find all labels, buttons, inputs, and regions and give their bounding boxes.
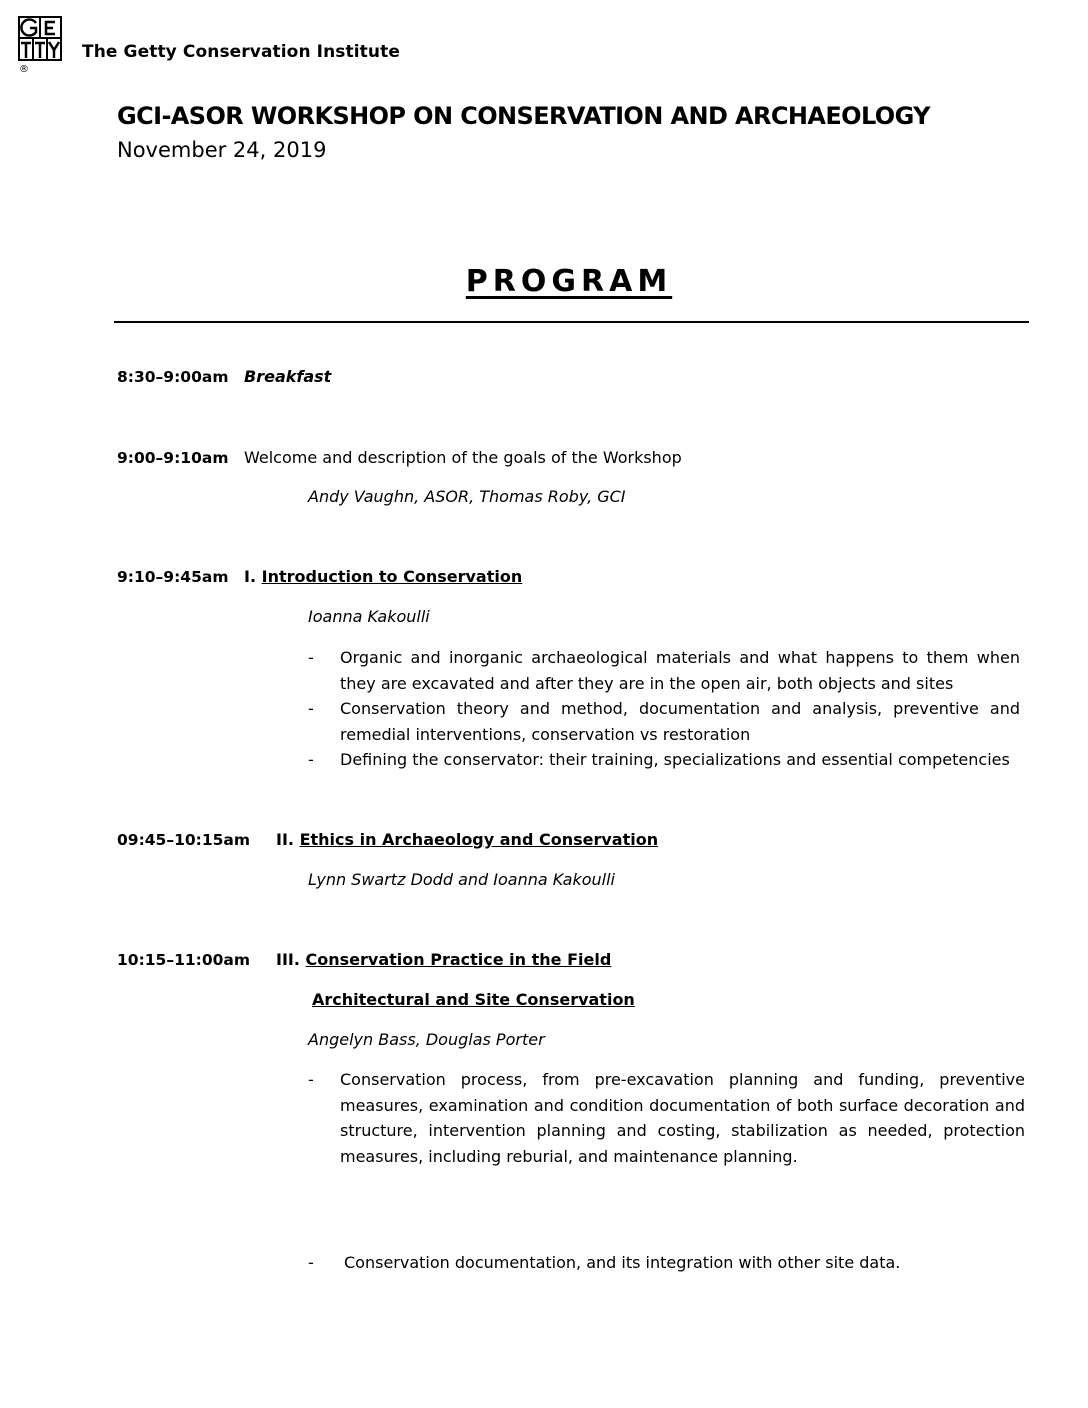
list-item bbox=[308, 645, 1020, 696]
list-item bbox=[308, 1067, 1025, 1169]
session-time: 9:00–9:10am bbox=[117, 449, 229, 467]
session-title: Welcome and description of the goals of the Workshop bbox=[244, 448, 682, 467]
session-speakers: Andy Vaughn, ASOR, Thomas Roby, GCI bbox=[308, 487, 626, 506]
heading-rule bbox=[114, 321, 1029, 323]
list-item bbox=[308, 747, 1020, 773]
session-numeral: I. bbox=[244, 567, 257, 586]
bullet-text: Organic and inorganic archaeological materials and what happens to them when they are excavated and after they are in the open air, both objects and sites bbox=[340, 648, 1020, 693]
getty-logo bbox=[18, 16, 64, 74]
session-title: Ethics in Archaeology and Conservation bbox=[299, 830, 659, 849]
bullet-text: Defining the conservator: their training, specializations and essential competencies bbox=[340, 750, 1010, 769]
bullet-dash: - bbox=[308, 648, 314, 667]
session-speakers: Ioanna Kakoulli bbox=[308, 607, 430, 626]
session-heading bbox=[244, 567, 522, 586]
registered-mark: ® bbox=[19, 64, 29, 74]
bullet-text: Conservation documentation, and its integration with other site data. bbox=[344, 1253, 901, 1272]
session-heading bbox=[276, 950, 611, 969]
session-speakers: Lynn Swartz Dodd and Ioanna Kakoulli bbox=[308, 870, 615, 889]
session-numeral: III. bbox=[276, 950, 300, 969]
session-time: 09:45–10:15am bbox=[117, 831, 251, 849]
session-title: Conservation Practice in the Field bbox=[305, 950, 612, 969]
bullet-text: Conservation theory and method, documentation and analysis, preventive and remedial interventions, conservation vs restoration bbox=[340, 699, 1020, 744]
bullet-text: Conservation process, from pre-excavation planning and funding, preventive measures, examination and condition documentation of both surface decoration and structure, intervention planning and costing, stabilization as needed, protection measures, including reburial, and maintenance planning. bbox=[340, 1070, 1025, 1166]
bullet-dash: - bbox=[308, 699, 314, 718]
session-time: 8:30–9:00am bbox=[117, 368, 229, 386]
session-heading bbox=[276, 830, 658, 849]
document-title: GCI-ASOR WORKSHOP ON CONSERVATION AND ARCHAEOLOGY bbox=[117, 102, 930, 130]
session-bullet-list bbox=[308, 1250, 1025, 1276]
org-name: The Getty Conservation Institute bbox=[82, 42, 400, 62]
list-item bbox=[308, 1250, 1025, 1276]
session-time: 9:10–9:45am bbox=[117, 568, 229, 586]
session-title: Introduction to Conservation bbox=[261, 567, 523, 586]
session-bullet-list bbox=[308, 645, 1020, 773]
session-bullet-list bbox=[308, 1067, 1025, 1169]
list-item bbox=[308, 696, 1020, 747]
document-date: November 24, 2019 bbox=[117, 138, 327, 162]
bullet-dash: - bbox=[308, 750, 314, 769]
session-time: 10:15–11:00am bbox=[117, 951, 251, 969]
session-numeral: II. bbox=[276, 830, 294, 849]
session-title: Breakfast bbox=[244, 367, 332, 386]
program-heading: PROGRAM bbox=[465, 264, 673, 299]
bullet-dash: - bbox=[308, 1070, 314, 1089]
session-speakers: Angelyn Bass, Douglas Porter bbox=[308, 1030, 545, 1049]
bullet-dash: - bbox=[308, 1253, 314, 1272]
session-subtitle: Architectural and Site Conservation bbox=[312, 990, 635, 1009]
